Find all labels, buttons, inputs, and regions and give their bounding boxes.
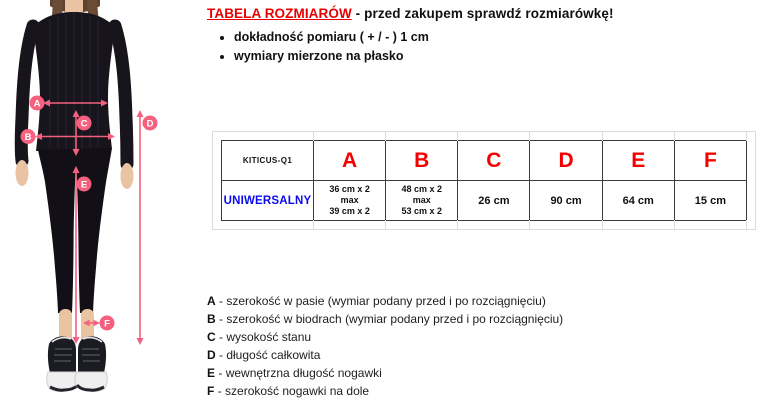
legend-key-e: E xyxy=(207,366,216,380)
legend-item-a xyxy=(207,292,563,310)
column-header-d: D xyxy=(530,141,602,181)
column-header-c: C xyxy=(458,141,530,181)
legend-key-c: C xyxy=(207,330,216,344)
value-b-line2: max xyxy=(412,195,431,205)
legend-desc-f: - szerokość nogawki na dole xyxy=(217,384,370,398)
value-a-line1: 36 cm x 2 xyxy=(329,184,370,194)
legend-desc-a: - szerokość w pasie (wymiar podany przed i po rozciągnięciu) xyxy=(219,294,546,308)
legend-key-d: D xyxy=(207,348,216,362)
title-rest: - przed zakupem sprawdź rozmiarówkę! xyxy=(351,6,614,21)
size-table-header-row xyxy=(222,141,747,181)
value-cell-e: 64 cm xyxy=(602,181,674,221)
legend-item-d xyxy=(207,346,563,364)
right-hand xyxy=(121,163,134,189)
product-code-cell: KITICUS-Q1 xyxy=(222,141,314,181)
header-section xyxy=(207,6,763,68)
size-table-grid xyxy=(212,131,756,230)
value-cell-a xyxy=(314,181,386,221)
right-sneaker xyxy=(75,336,107,391)
page-title xyxy=(207,6,763,21)
legend-desc-e: - wewnętrzna długość nogawki xyxy=(218,366,382,380)
legend-desc-c: - wysokość stanu xyxy=(219,330,312,344)
legend-desc-d: - długość całkowita xyxy=(219,348,321,362)
legend-desc-b: - szerokość w biodrach (wymiar podany przed i po rozciągnięciu) xyxy=(219,312,564,326)
legend-item-b xyxy=(207,310,563,328)
marker-a-label: A xyxy=(33,98,41,110)
right-arm-sleeve xyxy=(115,26,127,164)
title-highlight: TABELA ROZMIARÓW xyxy=(207,6,352,21)
value-a-line3: 39 cm x 2 xyxy=(329,206,370,216)
size-table xyxy=(221,140,747,221)
marker-f-label: F xyxy=(104,318,110,330)
value-b-line3: 53 cm x 2 xyxy=(401,206,442,216)
column-header-f: F xyxy=(674,141,746,181)
marker-c-label: C xyxy=(80,118,88,130)
legend-item-f xyxy=(207,382,563,400)
measurement-legend xyxy=(207,292,563,400)
marker-d-label: D xyxy=(146,118,154,130)
column-header-b: B xyxy=(386,141,458,181)
left-hand xyxy=(16,160,29,186)
value-b-line1: 48 cm x 2 xyxy=(401,184,442,194)
value-cell-b xyxy=(386,181,458,221)
value-cell-f: 15 cm xyxy=(674,181,746,221)
legend-item-c xyxy=(207,328,563,346)
measurement-diagram xyxy=(0,0,200,413)
value-cell-c: 26 cm xyxy=(458,181,530,221)
model-photo-figure xyxy=(0,0,200,413)
legend-key-a: A xyxy=(207,294,216,308)
legend-key-f: F xyxy=(207,384,215,398)
legend-key-b: B xyxy=(207,312,216,326)
value-cell-d: 90 cm xyxy=(530,181,602,221)
value-a-line2: max xyxy=(340,195,359,205)
note-item-accuracy: • dokładność pomiaru ( + / - ) 1 cm xyxy=(234,30,763,44)
note-item-flat: • wymiary mierzone na płasko xyxy=(234,49,763,63)
notes-list xyxy=(207,30,763,63)
marker-b-label: B xyxy=(24,131,32,143)
size-label-cell: UNIWERSALNY xyxy=(222,181,314,221)
sweater xyxy=(33,12,115,151)
legend-item-e xyxy=(207,364,563,382)
size-table-data-row xyxy=(222,181,747,221)
column-header-a: A xyxy=(314,141,386,181)
column-header-e: E xyxy=(602,141,674,181)
marker-e-label: E xyxy=(80,179,88,191)
